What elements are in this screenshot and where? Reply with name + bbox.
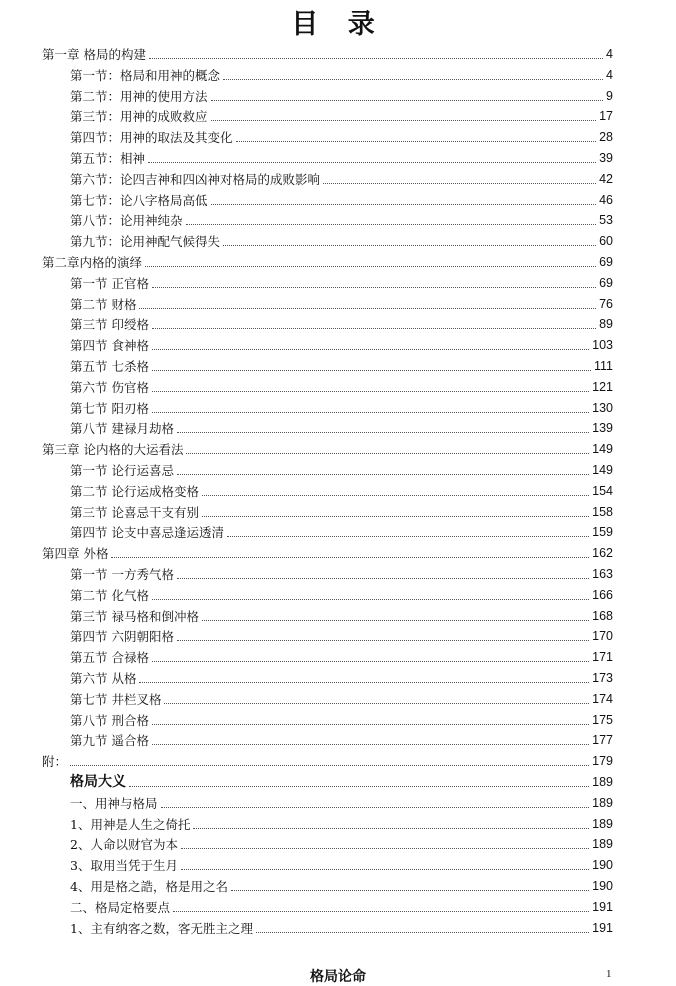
toc-entry-label: 第六节 伤官格: [70, 379, 149, 395]
dot-leader: [161, 807, 590, 808]
toc-entry-page: 174: [592, 691, 613, 706]
toc-entry[interactable]: [70, 84, 613, 104]
toc-entry-label: 第一节：格局和用神的概念: [70, 67, 221, 83]
dot-leader: [202, 516, 589, 517]
dot-leader: [148, 162, 596, 163]
toc-entry[interactable]: [70, 104, 613, 124]
dot-leader: [177, 640, 589, 641]
toc-entry-label: 第六节：论四吉神和四凶神对格局的成败影响: [70, 171, 321, 187]
toc-entry-label: 第八节 刑合格: [70, 712, 149, 728]
toc-entry[interactable]: [70, 375, 613, 395]
toc-entry-label: 第六节 从格: [70, 671, 137, 686]
toc-entry[interactable]: [70, 853, 613, 873]
toc-entry-label: 第一节 正官格: [70, 275, 149, 291]
dot-leader: [227, 536, 589, 537]
toc-entry-label: 第七节 井栏叉格: [70, 691, 162, 707]
dot-leader: [152, 599, 589, 600]
toc-entry[interactable]: [70, 500, 613, 520]
toc-entry-page: 76: [599, 296, 613, 311]
toc-entry-page: 173: [592, 671, 613, 685]
toc-entry-label: 第二节 财格: [70, 296, 137, 312]
toc-entry-page: 190: [592, 858, 613, 873]
toc-entry-label: 第三章 论内格的大运看法: [42, 442, 184, 458]
toc-entry[interactable]: [70, 791, 613, 811]
dot-leader: [181, 848, 589, 849]
toc-entry[interactable]: [70, 687, 613, 707]
dot-leader: [223, 245, 596, 246]
toc-entry-label: 第二节：用神的使用方法: [70, 88, 208, 104]
toc-entry[interactable]: [70, 479, 613, 499]
toc-entry-page: 46: [599, 192, 613, 207]
toc-entry[interactable]: [70, 125, 613, 145]
dot-leader: [231, 890, 589, 891]
toc-entry[interactable]: [70, 645, 613, 665]
dot-leader: [181, 869, 589, 870]
toc-entry-label: 3、取用当凭于生月: [70, 858, 178, 874]
footer-title: 格局论命: [310, 969, 366, 985]
toc-entry-page: 42: [599, 171, 613, 186]
toc-entry-page: 149: [592, 442, 613, 457]
toc-entry[interactable]: [70, 812, 613, 832]
toc-entry-page: 4: [606, 47, 613, 61]
dot-leader: [173, 911, 589, 912]
toc-entry[interactable]: [70, 624, 613, 644]
toc-entry[interactable]: [42, 42, 613, 62]
dot-leader: [256, 932, 589, 933]
toc-entry-label: 第二章内格的演绎: [42, 255, 143, 270]
toc-entry-page: 179: [592, 754, 613, 769]
toc-entry-label: 格局大义: [70, 774, 126, 790]
dot-leader: [211, 204, 597, 205]
toc-entry[interactable]: [70, 458, 613, 478]
toc-entry-label: 第五节：相神: [70, 151, 146, 166]
toc-entry[interactable]: [70, 520, 613, 540]
toc-entry-page: 189: [592, 837, 613, 852]
toc-entry-label: 第九节 遥合格: [70, 733, 149, 749]
toc-entry-page: 168: [592, 608, 613, 623]
dot-leader: [139, 308, 596, 309]
toc-entry[interactable]: [70, 167, 613, 187]
toc-entry[interactable]: [70, 312, 613, 332]
toc-entry[interactable]: [70, 895, 613, 915]
toc-entry-label: 第七节：论八字格局高低: [70, 192, 208, 208]
toc-entry-label: 第四章 外格: [42, 546, 109, 562]
toc-entry-page: 121: [592, 379, 613, 394]
toc-entry-label: 第一章 格局的构建: [42, 47, 146, 62]
toc-entry[interactable]: [70, 832, 613, 852]
toc-entry[interactable]: [70, 188, 613, 208]
toc-entry[interactable]: [70, 396, 613, 416]
toc-entry-page: 189: [592, 775, 613, 789]
toc-entry[interactable]: [70, 666, 613, 686]
toc-entry-page: 28: [599, 130, 613, 145]
dot-leader: [323, 183, 596, 184]
toc-entry-label: 第八节 建禄月劫格: [70, 421, 174, 437]
toc-entry[interactable]: [70, 708, 613, 728]
toc-entry-page: 154: [592, 483, 613, 498]
toc-entry-label: 第七节 阳刃格: [70, 400, 149, 416]
toc-entry-page: 166: [592, 587, 613, 602]
dot-leader: [152, 328, 596, 329]
toc-entry-label: 第二节 论行运成格变格: [70, 483, 199, 499]
dot-leader: [145, 266, 596, 267]
toc-entry-page: 191: [592, 920, 613, 935]
toc-entry[interactable]: [70, 354, 613, 374]
toc-entry-page: 111: [593, 359, 613, 373]
toc-entry[interactable]: [70, 728, 613, 748]
toc-entry-label: 第五节 合禄格: [70, 650, 149, 666]
toc-entry-label: 第三节 论喜忌干支有别: [70, 504, 199, 520]
toc-entry-label: 2、人命以财官为本: [70, 837, 178, 853]
toc-entry-page: 171: [592, 650, 613, 665]
toc-entry[interactable]: [42, 749, 613, 769]
toc-entry-page: 130: [592, 400, 613, 415]
toc-entry-page: 191: [592, 899, 613, 914]
dot-leader: [211, 120, 597, 121]
toc-entry-page: 149: [592, 463, 613, 477]
dot-leader: [186, 453, 589, 454]
toc-entry[interactable]: [70, 271, 613, 291]
dot-leader: [177, 432, 589, 433]
toc-entry-label: 4、用是格之誥，格是用之名: [70, 879, 228, 894]
toc-entry-label: 第三节 印绶格: [70, 317, 149, 333]
toc-entry-label: 1、主有纳客之数，客无胜主之理: [70, 920, 253, 936]
toc-entry-label: 第九节：论用神配气候得失: [70, 234, 221, 250]
toc-entry-label: 附：: [42, 754, 68, 770]
toc-entry-page: 189: [592, 795, 613, 810]
dot-leader: [152, 724, 589, 725]
toc-entry-page: 9: [606, 88, 613, 103]
toc-entry[interactable]: [70, 229, 613, 249]
dot-leader: [152, 370, 591, 371]
dot-leader: [129, 786, 589, 787]
dot-leader: [164, 703, 589, 704]
toc-entry[interactable]: [42, 541, 613, 561]
toc-entry-label: 第四节：用神的取法及其变化: [70, 130, 233, 146]
toc-entry-page: 139: [592, 421, 613, 436]
dot-leader: [202, 620, 589, 621]
dot-leader: [139, 682, 589, 683]
toc-entry-page: 177: [592, 733, 613, 748]
toc-entry-label: 第四节 食神格: [70, 338, 149, 354]
toc-entry[interactable]: [42, 437, 613, 457]
toc-entry-label: 1、用神是人生之倚托: [70, 816, 191, 832]
toc-entry-page: 170: [592, 629, 613, 644]
toc-entry[interactable]: [70, 333, 613, 353]
toc-entry-page: 189: [592, 816, 613, 831]
dot-leader: [186, 224, 597, 225]
dot-leader: [236, 141, 597, 142]
toc-entry[interactable]: [70, 770, 613, 790]
toc-entry-page: 39: [599, 151, 613, 165]
toc-entry-page: 69: [599, 275, 613, 290]
toc-entry-label: 第三节 禄马格和倒冲格: [70, 608, 199, 624]
dot-leader: [177, 474, 589, 475]
toc-entry-label: 第一节 一方秀气格: [70, 567, 174, 582]
dot-leader: [152, 412, 589, 413]
toc-entry-label: 第四节 论支中喜忌逢运透清: [70, 525, 224, 541]
toc-entry[interactable]: [70, 604, 613, 624]
toc-entry[interactable]: [70, 416, 613, 436]
toc-entry-page: 69: [599, 255, 613, 269]
toc-entry-page: 159: [592, 525, 613, 540]
toc-entry[interactable]: [70, 562, 613, 582]
toc-entry-page: 53: [599, 213, 613, 228]
toc-entry-label: 第八节：论用神纯杂: [70, 213, 183, 229]
toc-entry-page: 175: [592, 712, 613, 727]
dot-leader: [152, 661, 589, 662]
toc-entry[interactable]: [70, 916, 613, 936]
toc-entry-page: 158: [592, 504, 613, 519]
page-title: 目 录: [291, 9, 385, 40]
dot-leader: [152, 287, 596, 288]
toc-entry-page: 163: [592, 567, 613, 581]
toc-entry-page: 17: [599, 109, 613, 124]
dot-leader: [152, 391, 589, 392]
dot-leader: [223, 79, 603, 80]
toc-entry-page: 89: [599, 317, 613, 332]
dot-leader: [111, 557, 589, 558]
dot-leader: [202, 495, 589, 496]
toc-entry-label: 第五节 七杀格: [70, 359, 149, 374]
toc-entry-page: 162: [592, 546, 613, 561]
toc-entry-label: 二、格局定格要点: [70, 899, 171, 915]
page-number: 1: [606, 968, 612, 980]
dot-leader: [177, 578, 589, 579]
toc-entry-page: 190: [592, 879, 613, 893]
toc-entry[interactable]: [70, 146, 613, 166]
toc-entry-page: 103: [592, 338, 613, 353]
toc-entry-page: 4: [606, 67, 613, 82]
toc-entry[interactable]: [70, 63, 613, 83]
toc-entry-page: 60: [599, 234, 613, 249]
toc-entry[interactable]: [70, 874, 613, 894]
toc-entry-label: 一、用神与格局: [70, 795, 158, 811]
toc-entry[interactable]: [70, 292, 613, 312]
toc-entry[interactable]: [70, 208, 613, 228]
dot-leader: [152, 744, 589, 745]
toc-entry-label: 第四节 六阴朝阳格: [70, 629, 174, 645]
toc-entry-label: 第一节 论行运喜忌: [70, 463, 174, 478]
dot-leader: [193, 828, 589, 829]
toc-entry-label: 第三节：用神的成败救应: [70, 109, 208, 125]
toc-entry[interactable]: [70, 583, 613, 603]
toc-entry[interactable]: [42, 250, 613, 270]
dot-leader: [70, 765, 589, 766]
toc-entry-label: 第二节 化气格: [70, 587, 149, 603]
dot-leader: [152, 349, 589, 350]
dot-leader: [149, 58, 603, 59]
dot-leader: [211, 100, 604, 101]
